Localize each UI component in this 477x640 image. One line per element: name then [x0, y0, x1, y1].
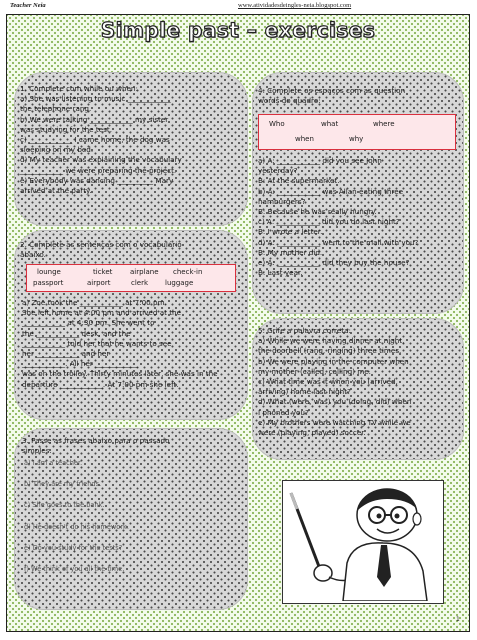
vocab-word: airport	[87, 279, 111, 287]
exercise-2-line: ____________ at 4:30 pm. She went to	[22, 318, 155, 328]
exercise-2-line: the ____________ desk, and the	[22, 328, 131, 338]
vocab-word: ticket	[93, 268, 113, 276]
exercise-5-line: c) What time was it when you (arrived,	[258, 377, 398, 387]
exercise-4-line: yesterday?	[258, 166, 298, 176]
exercise-4-line: B: At the supermarket.	[258, 176, 340, 186]
vocab-word: check-in	[173, 268, 203, 276]
vocab-word: passport	[33, 279, 64, 287]
exercise-3-heading-line: 3. Passe as frases abaixo para o passado	[22, 436, 170, 445]
exercise-2-line: She left home at 4:00 pm and arrived at the	[22, 308, 182, 318]
author-label: Teacher Neia	[10, 2, 46, 9]
vocab-word: lounge	[37, 268, 61, 276]
exercise-4-line: hamburgers?	[258, 196, 306, 206]
exercise-5-line: a) While we were having dinner at night,	[258, 336, 405, 346]
exercise-2-heading-line: 2. Complete as sentenças com o vocabulário	[20, 240, 182, 249]
exercise-3-item: e) Do you study for the tests?	[24, 543, 123, 552]
exercise-1-line: sleeping on my bed.	[20, 145, 94, 155]
exercise-2-line: ____________. All her ____________	[22, 359, 139, 369]
exercise-1-line: e) Everybody was dancing __________ Mary	[20, 175, 174, 185]
exercise-4-line: B: Last year.	[258, 268, 303, 278]
vocab-word: clerk	[131, 279, 149, 287]
exercise-1-line: c) ____________ I came home, the dog was	[20, 135, 170, 145]
exercise-2-line: a) Zoe took the ____________ at 7:00 pm.	[22, 298, 167, 307]
vocabulary-box	[26, 264, 236, 292]
teacher-cartoon-icon	[283, 481, 441, 601]
question-word: Who	[269, 120, 285, 128]
exercise-4-line: a) A: ____________ did you see John	[258, 156, 382, 165]
exercise-3-item: b) They are my friends.	[24, 480, 102, 489]
question-words-box	[258, 114, 456, 150]
exercise-4-line: d) A: ____________ went to the mall with you?	[258, 237, 419, 247]
exercise-5-line: were (playing, played) soccer.	[258, 428, 366, 438]
question-word: when	[295, 135, 314, 143]
exercise-2-line: her ____________ and her	[22, 349, 110, 359]
exercise-3-items	[24, 458, 234, 574]
exercise-5-line: d) What (were, was) you (doing, did) when	[258, 397, 412, 407]
exercise-4-line: e) A: ____________ did they buy the house?	[258, 258, 410, 268]
exercise-4-line: b) A: ____________ was Allan eating three	[258, 186, 404, 196]
exercise-1-text	[20, 84, 240, 196]
vocab-word: airplane	[130, 268, 159, 276]
vocab-word: luggage	[165, 279, 194, 287]
exercise-2-heading	[20, 240, 240, 260]
exercise-1-line: arrived at the party.	[20, 186, 92, 196]
exercise-5-text	[258, 326, 458, 438]
exercise-5-line: e) My brothers were watching TV while we	[258, 417, 411, 427]
exercise-1-line: the telephone rang.	[20, 104, 92, 114]
exercise-3-item: d) He doesn't do his homework.	[24, 522, 129, 531]
exercise-4-text	[258, 156, 458, 278]
question-word: why	[349, 135, 364, 143]
exercise-1-line: b) We were talking ____________ my sister	[20, 114, 169, 124]
exercise-1-line: a) She was listening to music ____________	[20, 94, 171, 104]
exercise-2-line: was on the trolley. Thirty minutes later, she was in the	[22, 369, 218, 379]
exercise-3-heading-line: simples.	[22, 446, 52, 456]
exercise-3-heading	[22, 436, 238, 456]
teacher-illustration	[282, 480, 444, 604]
exercise-4-line: B: My mother did.	[258, 247, 323, 257]
exercise-4-heading	[258, 86, 458, 106]
exercise-1-line: ____________ we were preparing the project.	[20, 165, 177, 175]
exercise-3-item: c) She goes to the bank.	[24, 501, 105, 510]
exercise-5-line: b) We were playing in the computer when	[258, 356, 409, 366]
blog-url[interactable]: www.atividadesdeingles-neia.blogspot.com	[238, 2, 352, 9]
exercise-3-item: f) We think of you all the time.	[24, 565, 125, 574]
exercise-5-line: arriving) home last night?	[258, 387, 351, 397]
question-word: where	[373, 120, 395, 128]
exercise-4-line: B: I wrote a letter.	[258, 227, 323, 237]
exercise-4-line: c) A: ____________ did you do last night?	[258, 217, 400, 227]
exercise-1-line: d) My teacher was explaining the vocabulary	[20, 155, 182, 165]
exercise-2-heading-line: abaixo.	[20, 250, 46, 260]
exercise-2-line: ____________ told her that he wants to see	[22, 338, 172, 348]
exercise-2-line: departure ____________. At 7:00 pm she left.	[22, 379, 179, 389]
page-number: 1	[456, 616, 460, 623]
exercise-5-line: 5. Grife a palavra correta:	[258, 326, 351, 335]
exercise-5-line: I phoned you?	[258, 407, 309, 417]
exercise-5-line: my mother (called, calling) me.	[258, 366, 371, 376]
exercise-5-line: the doorbell (rang, ringing) three times.	[258, 346, 402, 356]
exercise-3-item: a) I am a teacher.	[24, 459, 83, 467]
exercise-2-text	[22, 298, 238, 390]
exercise-1-line: 1. Complete com while ou when:	[20, 84, 138, 93]
exercise-4-heading-line: words do quadro:	[258, 96, 321, 106]
worksheet-title: Simple past – exercises	[100, 18, 376, 42]
exercise-4-line: B: Because he was really hungry.	[258, 207, 377, 217]
exercise-4-heading-line: 4. Complete os espaços com as question	[258, 86, 406, 95]
exercise-1-line: was studying for the test.	[20, 124, 112, 134]
question-word: what	[321, 120, 339, 128]
